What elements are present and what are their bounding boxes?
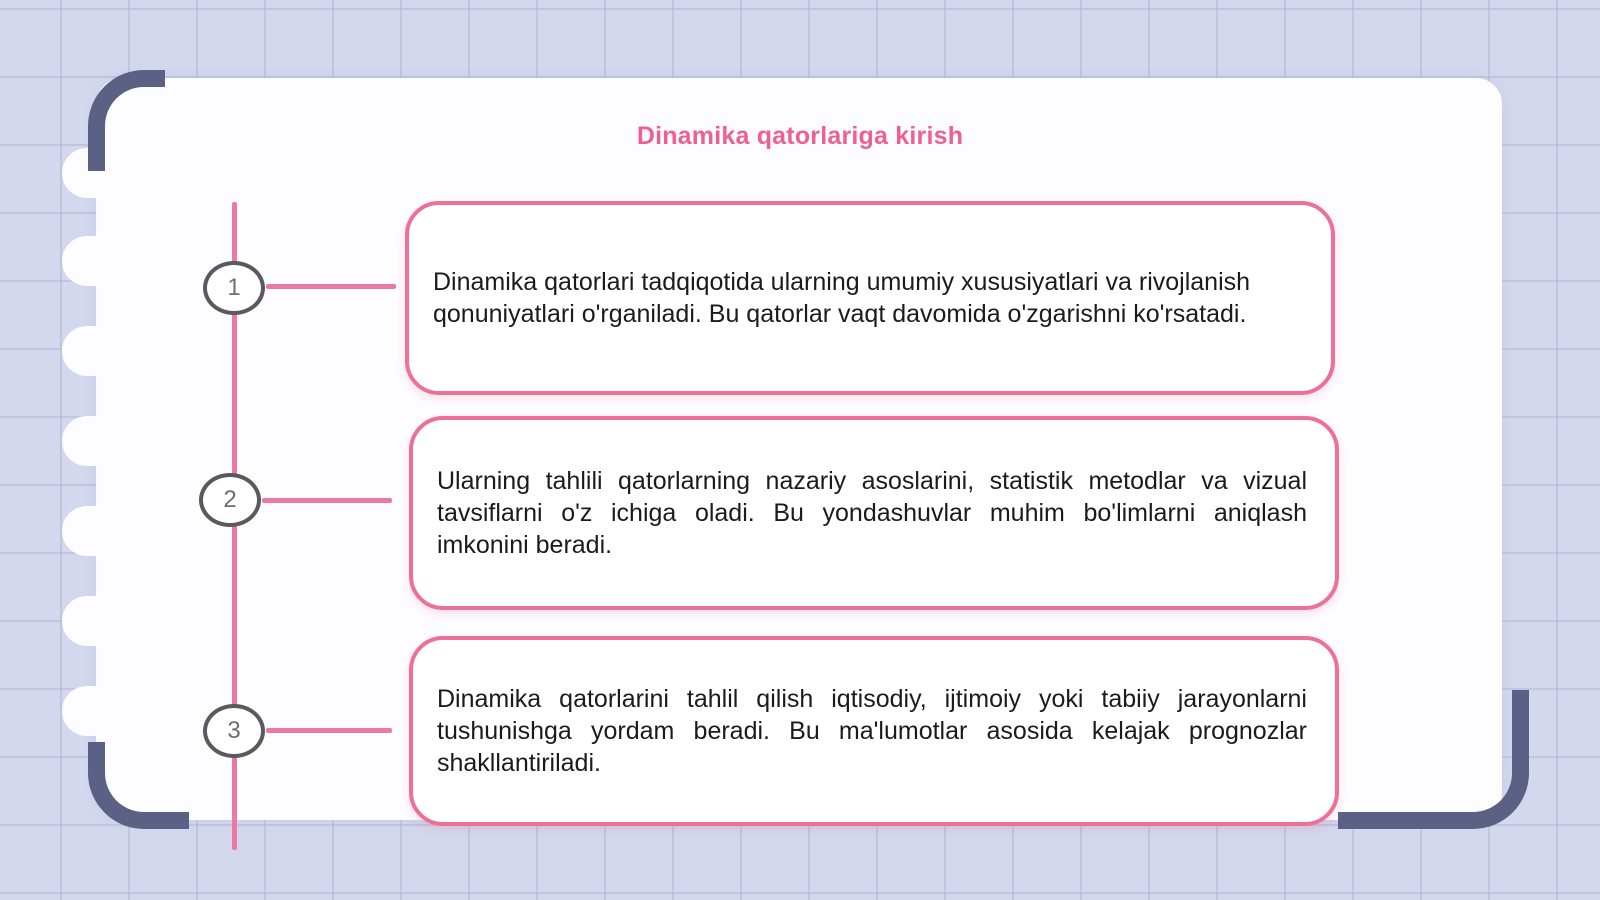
corner-bracket-bottom-left [88,742,189,829]
step-1-text: Dinamika qatorlari tadqiqotida ularning umumiy xususiyatlari va rivojlanish qonuniyatlari o'rganiladi. Bu qatorlar vaqt davomida o'zgarishni ko'rsatadi. [433,268,1251,328]
paper-scallop [62,506,124,556]
paper-scallop [62,236,124,286]
corner-bracket-top-left [88,70,165,171]
step-3-connector [266,728,392,733]
paper-scallop [62,416,124,466]
step-1-card [405,201,1335,395]
step-1-connector [266,284,396,289]
paper-scallop [62,686,124,736]
step-3-text: Dinamika qatorlarini tahlil qilish iqtisodiy, ijtimoiy yoki tabiiy jarayonlarni tushunishga yordam beradi. Bu ma'lumotlar asosida kelajak prognozlar shakllantiriladi. [437,685,1307,777]
step-2-number-badge: 2 [199,473,261,527]
paper-scallop [62,326,124,376]
paper-scallop [62,596,124,646]
slide-title: Dinamika qatorlariga kirish [636,122,964,150]
step-3-card [409,636,1339,826]
step-3-number-badge: 3 [203,704,265,758]
step-2-card [409,416,1339,610]
step-2-text: Ularning tahlili qatorlarning nazariy asoslarini, statistik metodlar va vizual tavsiflarni o'z ichiga oladi. Bu yondashuvlar muhim bo'limlarni aniqlash imkonini beradi. [437,467,1307,559]
step-1-number-badge: 1 [203,261,265,315]
step-2-connector [262,498,392,503]
corner-bracket-bottom-right [1338,690,1529,829]
